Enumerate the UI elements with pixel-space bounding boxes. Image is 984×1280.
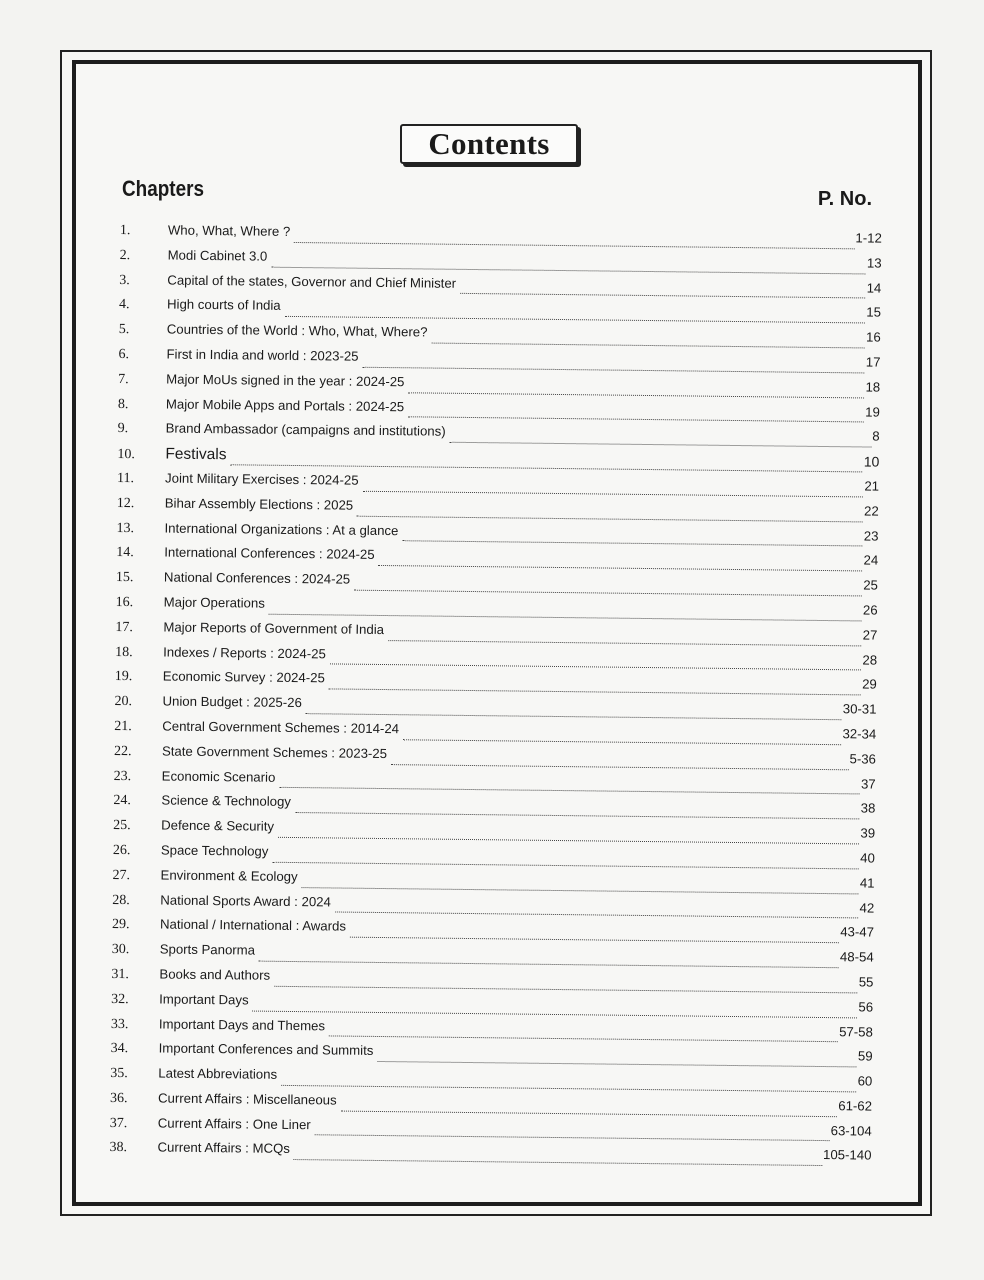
chapter-title[interactable]: International Conferences : 2024-25 bbox=[164, 544, 375, 563]
chapter-number: 6. bbox=[118, 346, 130, 363]
chapter-title[interactable]: Important Days bbox=[159, 991, 249, 1008]
page-number: 40 bbox=[860, 850, 875, 866]
page-number: 27 bbox=[862, 627, 878, 643]
chapter-title[interactable]: Economic Scenario bbox=[161, 768, 276, 785]
page-number: 5-36 bbox=[849, 751, 877, 767]
page-number: 37 bbox=[860, 775, 876, 792]
chapter-number: 20. bbox=[114, 694, 133, 710]
chapter-title[interactable]: First in India and world : 2023-25 bbox=[166, 346, 359, 364]
page-number: 19 bbox=[865, 404, 880, 420]
page-number: 10 bbox=[863, 453, 880, 470]
dot-leader bbox=[391, 763, 849, 770]
dot-leader bbox=[362, 366, 864, 374]
chapter-title[interactable]: Science & Technology bbox=[161, 792, 292, 810]
page-number: 25 bbox=[863, 577, 879, 593]
chapter-number: 1. bbox=[119, 222, 131, 239]
dot-leader bbox=[294, 1158, 822, 1166]
chapter-title[interactable]: Current Affairs : MCQs bbox=[157, 1139, 290, 1157]
dot-leader bbox=[230, 463, 862, 472]
page-number: 42 bbox=[859, 899, 875, 916]
chapter-title[interactable]: Capital of the states, Governor and Chief Minister bbox=[167, 272, 457, 291]
dot-leader bbox=[271, 265, 866, 274]
chapter-title[interactable]: Economic Survey : 2024-25 bbox=[162, 668, 325, 686]
chapter-title[interactable]: Indexes / Reports : 2024-25 bbox=[163, 644, 326, 661]
chapter-title[interactable]: National Sports Award : 2024 bbox=[160, 892, 331, 909]
chapter-number: 36. bbox=[109, 1090, 128, 1107]
dot-leader bbox=[357, 514, 863, 522]
page-number: 59 bbox=[857, 1048, 873, 1064]
chapter-title[interactable]: Modi Cabinet 3.0 bbox=[167, 247, 268, 264]
chapter-title[interactable]: Major Reports of Government of India bbox=[163, 619, 385, 637]
page-number: 41 bbox=[859, 875, 875, 891]
page-number: 61-62 bbox=[838, 1098, 873, 1114]
page-title: Contents bbox=[428, 126, 550, 161]
dot-leader bbox=[306, 712, 842, 720]
chapter-number: 37. bbox=[109, 1115, 128, 1131]
chapter-number: 19. bbox=[114, 669, 133, 685]
chapter-number: 5. bbox=[118, 322, 130, 338]
page-number: 105-140 bbox=[822, 1147, 872, 1164]
page-number: 26 bbox=[862, 602, 878, 618]
dot-leader bbox=[460, 292, 866, 299]
page-number: 1-12 bbox=[855, 230, 882, 246]
page-number: 56 bbox=[858, 999, 874, 1015]
chapter-title[interactable]: Important Days and Themes bbox=[158, 1015, 326, 1033]
dot-leader bbox=[302, 886, 859, 894]
dot-leader bbox=[315, 1134, 830, 1142]
page-number: 48-54 bbox=[839, 949, 874, 965]
page-number: 55 bbox=[858, 974, 874, 990]
dot-leader bbox=[278, 836, 859, 845]
chapter-number: 25. bbox=[113, 818, 131, 834]
dot-leader bbox=[259, 960, 839, 969]
chapter-number: 16. bbox=[115, 594, 134, 611]
page-number: 57-58 bbox=[839, 1023, 873, 1040]
dot-leader bbox=[285, 315, 866, 324]
chapters-heading: Chapters bbox=[122, 176, 205, 201]
dot-leader bbox=[354, 589, 862, 597]
dot-leader bbox=[269, 612, 862, 621]
dot-leader bbox=[294, 241, 854, 249]
dot-leader bbox=[272, 860, 859, 869]
chapter-number: 24. bbox=[113, 793, 132, 809]
chapter-number: 33. bbox=[110, 1016, 129, 1032]
chapter-title[interactable]: Major Operations bbox=[163, 594, 265, 611]
chapter-number: 15. bbox=[115, 570, 134, 586]
chapter-number: 18. bbox=[115, 644, 133, 660]
chapter-number: 14. bbox=[116, 545, 134, 561]
chapter-number: 30. bbox=[111, 942, 130, 958]
chapter-title[interactable]: Countries of the World : Who, What, Where? bbox=[166, 321, 428, 340]
dot-leader bbox=[330, 663, 862, 671]
chapter-number: 22. bbox=[113, 743, 132, 759]
page-number: 8 bbox=[872, 428, 880, 445]
page-number: 29 bbox=[862, 676, 877, 692]
dot-leader bbox=[408, 391, 864, 398]
page-number: 18 bbox=[865, 379, 881, 395]
chapter-title[interactable]: Sports Panorma bbox=[159, 941, 256, 958]
contents-title-box bbox=[400, 124, 578, 164]
dot-leader bbox=[450, 441, 872, 448]
chapter-title[interactable]: Festivals bbox=[165, 445, 227, 464]
dot-leader bbox=[252, 1009, 857, 1018]
page-number: 17 bbox=[865, 354, 881, 370]
dot-leader bbox=[350, 936, 839, 944]
page-number: 24 bbox=[863, 552, 879, 568]
chapter-title[interactable]: Defence & Security bbox=[161, 817, 275, 834]
chapter-number: 35. bbox=[110, 1066, 128, 1082]
page-number-heading: P. No. bbox=[817, 188, 872, 210]
page-number: 38 bbox=[860, 800, 876, 816]
chapter-title[interactable]: Joint Military Exercises : 2024-25 bbox=[165, 470, 359, 488]
page-number: 60 bbox=[857, 1073, 873, 1089]
chapter-title[interactable]: Important Conferences and Summits bbox=[158, 1040, 374, 1059]
chapter-number: 13. bbox=[116, 520, 135, 536]
chapter-number: 9. bbox=[117, 421, 129, 437]
dot-leader bbox=[274, 984, 858, 993]
chapter-title[interactable]: National / International : Awards bbox=[159, 916, 347, 934]
dot-leader bbox=[402, 540, 862, 547]
dot-leader bbox=[403, 738, 841, 745]
page-number: 43-47 bbox=[840, 924, 875, 940]
chapter-title[interactable]: Latest Abbreviations bbox=[158, 1065, 278, 1082]
chapter-number: 8. bbox=[117, 396, 129, 412]
chapter-number: 38. bbox=[109, 1140, 128, 1156]
dot-leader bbox=[329, 688, 861, 696]
chapter-title[interactable]: Space Technology bbox=[160, 842, 269, 859]
dot-leader bbox=[341, 1109, 838, 1117]
chapter-number: 29. bbox=[111, 917, 130, 933]
page-number: 23 bbox=[863, 528, 879, 544]
chapter-number: 11. bbox=[117, 470, 135, 487]
chapter-number: 21. bbox=[114, 718, 132, 735]
chapter-title[interactable]: State Government Schemes : 2023-25 bbox=[161, 743, 388, 761]
dot-leader bbox=[362, 490, 863, 498]
dot-leader bbox=[279, 786, 860, 795]
chapter-number: 17. bbox=[115, 619, 133, 635]
chapter-title[interactable]: Current Affairs : Miscellaneous bbox=[157, 1090, 337, 1108]
chapter-title[interactable]: Brand Ambassador (campaigns and institutions) bbox=[165, 420, 446, 440]
dot-leader bbox=[388, 639, 862, 646]
chapter-title[interactable]: Major Mobile Apps and Portals : 2024-25 bbox=[165, 396, 405, 414]
page-number: 32-34 bbox=[842, 726, 877, 742]
chapter-title[interactable]: Central Government Schemes : 2014-24 bbox=[162, 718, 400, 737]
dot-leader bbox=[379, 564, 863, 571]
dot-leader bbox=[281, 1084, 857, 1093]
chapter-number: 27. bbox=[112, 867, 131, 883]
chapter-title[interactable]: Bihar Assembly Elections : 2025 bbox=[164, 495, 354, 513]
page-number: 15 bbox=[866, 304, 882, 321]
chapter-title[interactable]: Current Affairs : One Liner bbox=[157, 1115, 311, 1132]
chapter-title[interactable]: National Conferences : 2024-25 bbox=[163, 569, 351, 587]
page-number: 28 bbox=[862, 651, 878, 668]
dot-leader bbox=[377, 1060, 857, 1067]
page-number: 22 bbox=[864, 503, 879, 519]
page-number: 63-104 bbox=[830, 1122, 872, 1139]
page-number: 21 bbox=[864, 478, 880, 494]
chapter-title[interactable]: Environment & Ecology bbox=[160, 867, 298, 884]
chapter-number: 7. bbox=[118, 371, 129, 387]
dot-leader bbox=[431, 342, 865, 349]
chapter-title[interactable]: International Organizations : At a glance bbox=[164, 520, 399, 538]
dot-leader bbox=[329, 1035, 838, 1043]
table-of-contents bbox=[109, 222, 882, 1173]
chapter-number: 2. bbox=[119, 247, 131, 263]
chapter-number: 34. bbox=[110, 1041, 129, 1057]
chapter-number: 32. bbox=[111, 991, 129, 1007]
chapter-title[interactable]: Union Budget : 2025-26 bbox=[162, 693, 302, 711]
chapter-title[interactable]: Major MoUs signed in the year : 2024-25 bbox=[166, 371, 405, 390]
chapter-number: 31. bbox=[111, 966, 130, 983]
chapter-number: 23. bbox=[113, 768, 132, 784]
page-number: 30-31 bbox=[842, 701, 877, 717]
chapter-title[interactable]: Who, What, Where ? bbox=[167, 222, 291, 239]
chapter-title[interactable]: High courts of India bbox=[166, 296, 281, 314]
page-number: 39 bbox=[860, 825, 876, 841]
chapter-title[interactable]: Books and Authors bbox=[159, 966, 271, 983]
chapter-number: 10. bbox=[117, 447, 135, 463]
dot-leader bbox=[335, 911, 859, 919]
chapter-number: 26. bbox=[112, 842, 131, 859]
dot-leader bbox=[408, 416, 864, 423]
dot-leader bbox=[295, 811, 860, 819]
chapter-number: 12. bbox=[116, 495, 135, 511]
chapter-number: 4. bbox=[118, 297, 130, 313]
chapter-number: 28. bbox=[112, 892, 130, 908]
page-number: 16 bbox=[865, 329, 881, 345]
chapter-number: 3. bbox=[119, 272, 130, 288]
page-number: 13 bbox=[866, 255, 882, 271]
page-number: 14 bbox=[866, 280, 882, 296]
